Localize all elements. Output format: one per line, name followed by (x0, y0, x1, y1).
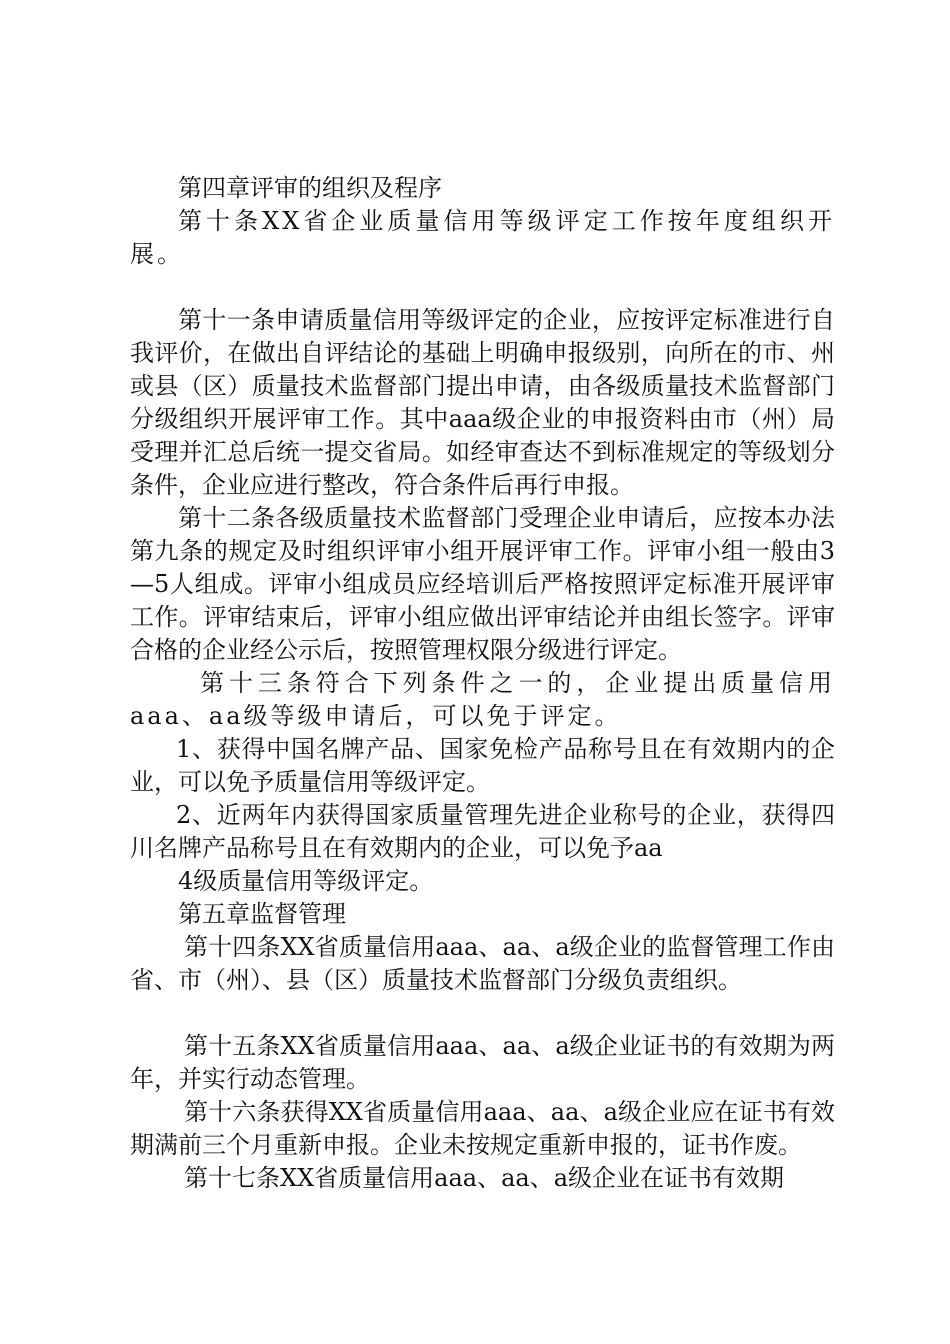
article-14: 第十四条XX省质量信用aaa、aa、a级企业的监督管理工作由省、市（州）、县（区）质量技术监督部门分级负责组织。 (130, 933, 835, 994)
article-10: 第十条XX省企业质量信用等级评定工作按年度组织开展。 (130, 207, 835, 268)
article-17: 第十七条XX省质量信用aaa、aa、a级企业在证书有效期 (184, 1164, 785, 1192)
document-body (130, 172, 835, 1195)
condition-item-2-continued: 4级质量信用等级评定。 (178, 867, 434, 895)
chapter-heading-4: 第四章评审的组织及程序 (178, 174, 442, 202)
article-13: 第十三条符合下列条件之一的，企业提出质量信用aaa、aa级等级申请后，可以免于评定。 (130, 669, 835, 730)
chapter-heading-5: 第五章监督管理 (178, 900, 346, 928)
article-12: 第十二条各级质量技术监督部门受理企业申请后，应按本办法第九条的规定及时组织评审小组开展评审工作。评审小组一般由3—5人组成。评审小组成员应经培训后严格按照评定标准开展评审工作。评审结束后，评审小组应做出评审结论并由组长签字。评审合格的企业经公示后，按照管理权限分级进行评定。 (130, 504, 835, 664)
article-11: 第十一条申请质量信用等级评定的企业，应按评定标准进行自我评价，在做出自评结论的基础上明确申报级别，向所在的市、州或县（区）质量技术监督部门提出申请，由各级质量技术监督部门分级组织开展评审工作。其中aaa级企业的申报资料由市（州）局受理并汇总后统一提交省局。如经审查达不到标准规定的等级划分条件，企业应进行整改，符合条件后再行申报。 (130, 306, 835, 499)
article-16: 第十六条获得XX省质量信用aaa、aa、a级企业应在证书有效期满前三个月重新申报。企业未按规定重新申报的，证书作废。 (130, 1098, 835, 1159)
article-15: 第十五条XX省质量信用aaa、aa、a级企业证书的有效期为两年，并实行动态管理。 (130, 1032, 835, 1093)
condition-item-1: 1、获得中国名牌产品、国家免检产品称号且在有效期内的企业，可以免予质量信用等级评定。 (130, 735, 835, 796)
condition-item-2: 2、近两年内获得国家质量管理先进企业称号的企业，获得四川名牌产品称号且在有效期内的企业，可以免予aa (130, 801, 835, 862)
